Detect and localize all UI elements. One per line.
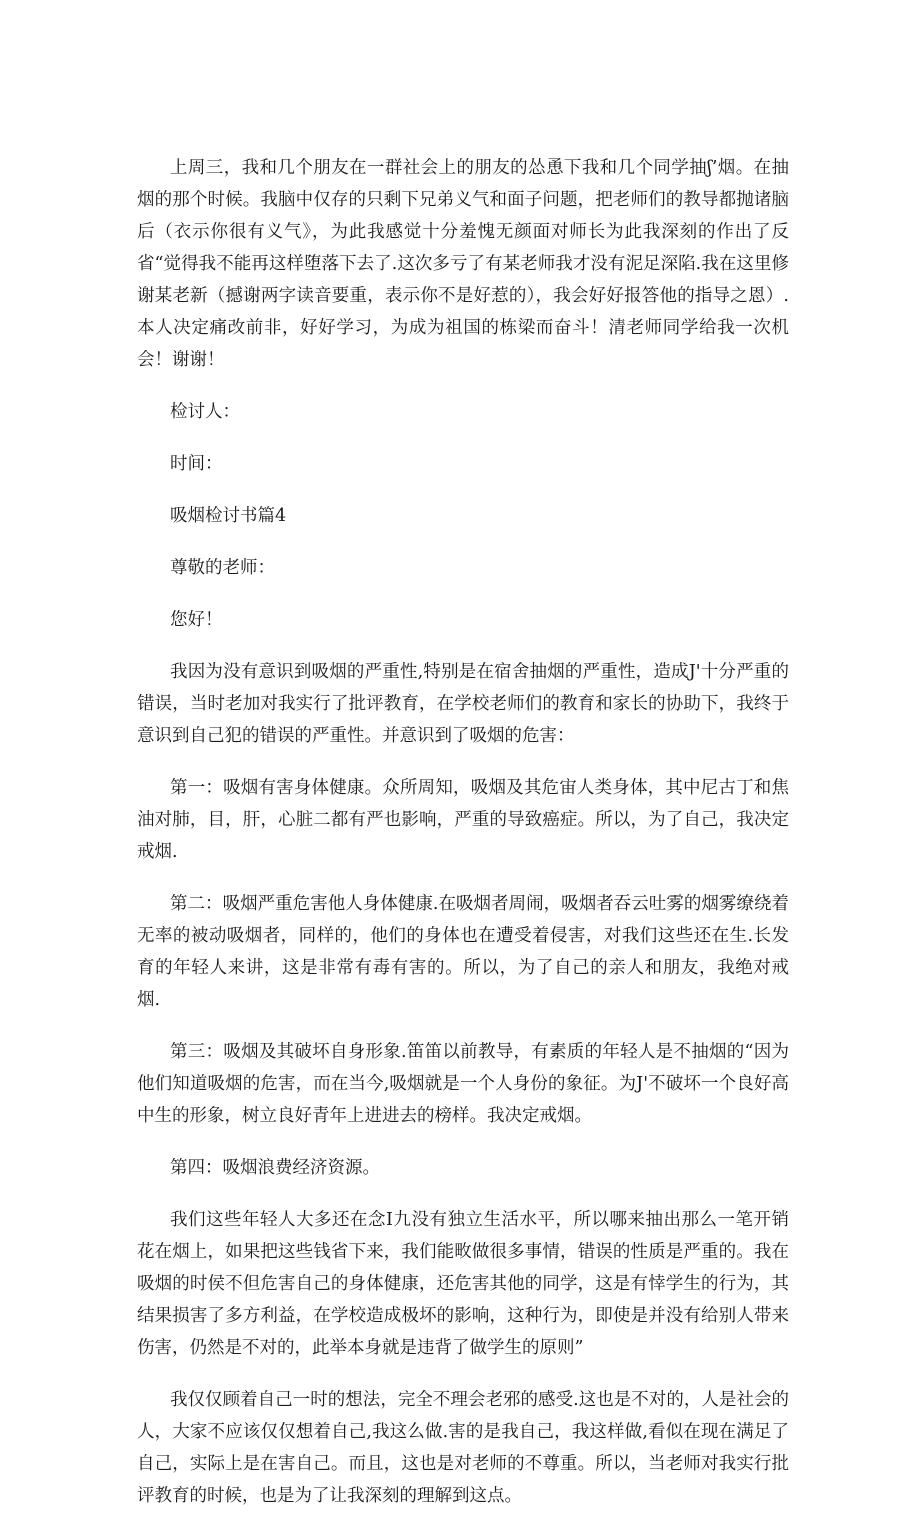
paragraph-point-four: 第四：吸烟浪费经济资源。 <box>170 1158 380 1178</box>
paragraph-economic: 我们这些年轻人大多还在念I九没有独立生活水平，所以哪来抽出那么一笔开销花在烟上，如果把这些钱省下来，我们能畋做很多事情，错误的性质是严重的。我在吸烟的时侯不但危害自己的身体健康，还危害其他的同学，这是有悻学生的行为，其结果损害了多方利益，在学校造成极坏的影响，这种行为，即使是并没有给别人带来伤害，仍然是不对的，此举本身就是违背了做学生的原则” <box>137 1210 789 1358</box>
paragraph-point-three: 第三：吸烟及其破坏自身形象.笛笛以前教导，有素质的年轻人是不抽烟的“因为他们知道吸烟的危害，而在当今,吸烟就是一个人身份的象征。为J'不破坏一个良好高中生的形象，树立良好青年上进进去的榜样。我决定戒烟。 <box>137 1042 789 1126</box>
greeting: 您好！ <box>170 610 223 630</box>
paragraph-point-one: 第一：吸烟有害身体健康。众所周知，吸烟及其危宙人类身体，其中尼古丁和焦油对肺，目，肝，心脏二都有严也影响，严重的导致癌症。所以，为了自己，我决定戒烟. <box>137 778 789 862</box>
signature-date-label: 时间： <box>170 454 223 474</box>
paragraph-realization: 我因为没有意识到吸烟的严重性,特别是在宿舍抽烟的严重性，造成J'十分严重的错误，当时老加对我实行了批评教育，在学校老师们的教育和家长的协助下，我终于意识到自己犯的错误的严重性。并意识到了吸烟的危害： <box>137 662 789 746</box>
signature-reviewer-label: 检讨人： <box>170 402 240 422</box>
salutation: 尊敬的老师： <box>170 558 275 578</box>
paragraph-reflection: 我仅仅顾着自己一时的想法，完全不理会老邪的感受.这也是不对的，人是社会的人，大家不应该仅仅想着自己,我这么做.害的是我自己，我这样做,看似在现在满足了自己，实际上是在害自己。而且，这也是对老师的不尊重。所以，当老师对我实行批评教育的时候，也是为了让我深刻的理解到这点。 <box>137 1390 789 1506</box>
paragraph-point-two: 第二：吸烟严重危害他人身体健康.在吸烟者周闹，吸烟者吞云吐雾的烟雾缭绕着无率的被动吸烟者，同样的，他们的身体也在遭受着侵害，对我们这些还在生.长发育的年轻人来讲，这是非常有毒有害的。所以，为了自己的亲人和朋友，我绝对戒烟. <box>137 894 789 1010</box>
document-body <box>137 152 789 1532</box>
paragraph-confession-intro: 上周三，我和几个朋友在一群社会上的朋友的怂恿下我和几个同学抽ʃ’烟。在抽烟的那个时候。我脑中仅存的只剩下兄弟义气和面子问题，把老师们的教导都抛诸脑后（衣示你很有义气》，为此我感觉十分羞愧无颜面对师长为此我深刻的作出了反省“觉得我不能再这样堕落下去了.这次多亏了有某老师我才没有泥足深陷.我在这里修谢某老新（撼谢两字读音要重，表示你不是好惹的），我会好好报答他的指导之恩）.本人决定痛改前非，好好学习，为成为祖国的栋梁而奋斗！清老师同学给我一次机会！谢谢！ <box>137 158 789 370</box>
section-title: 吸烟检讨书篇4 <box>170 506 287 526</box>
